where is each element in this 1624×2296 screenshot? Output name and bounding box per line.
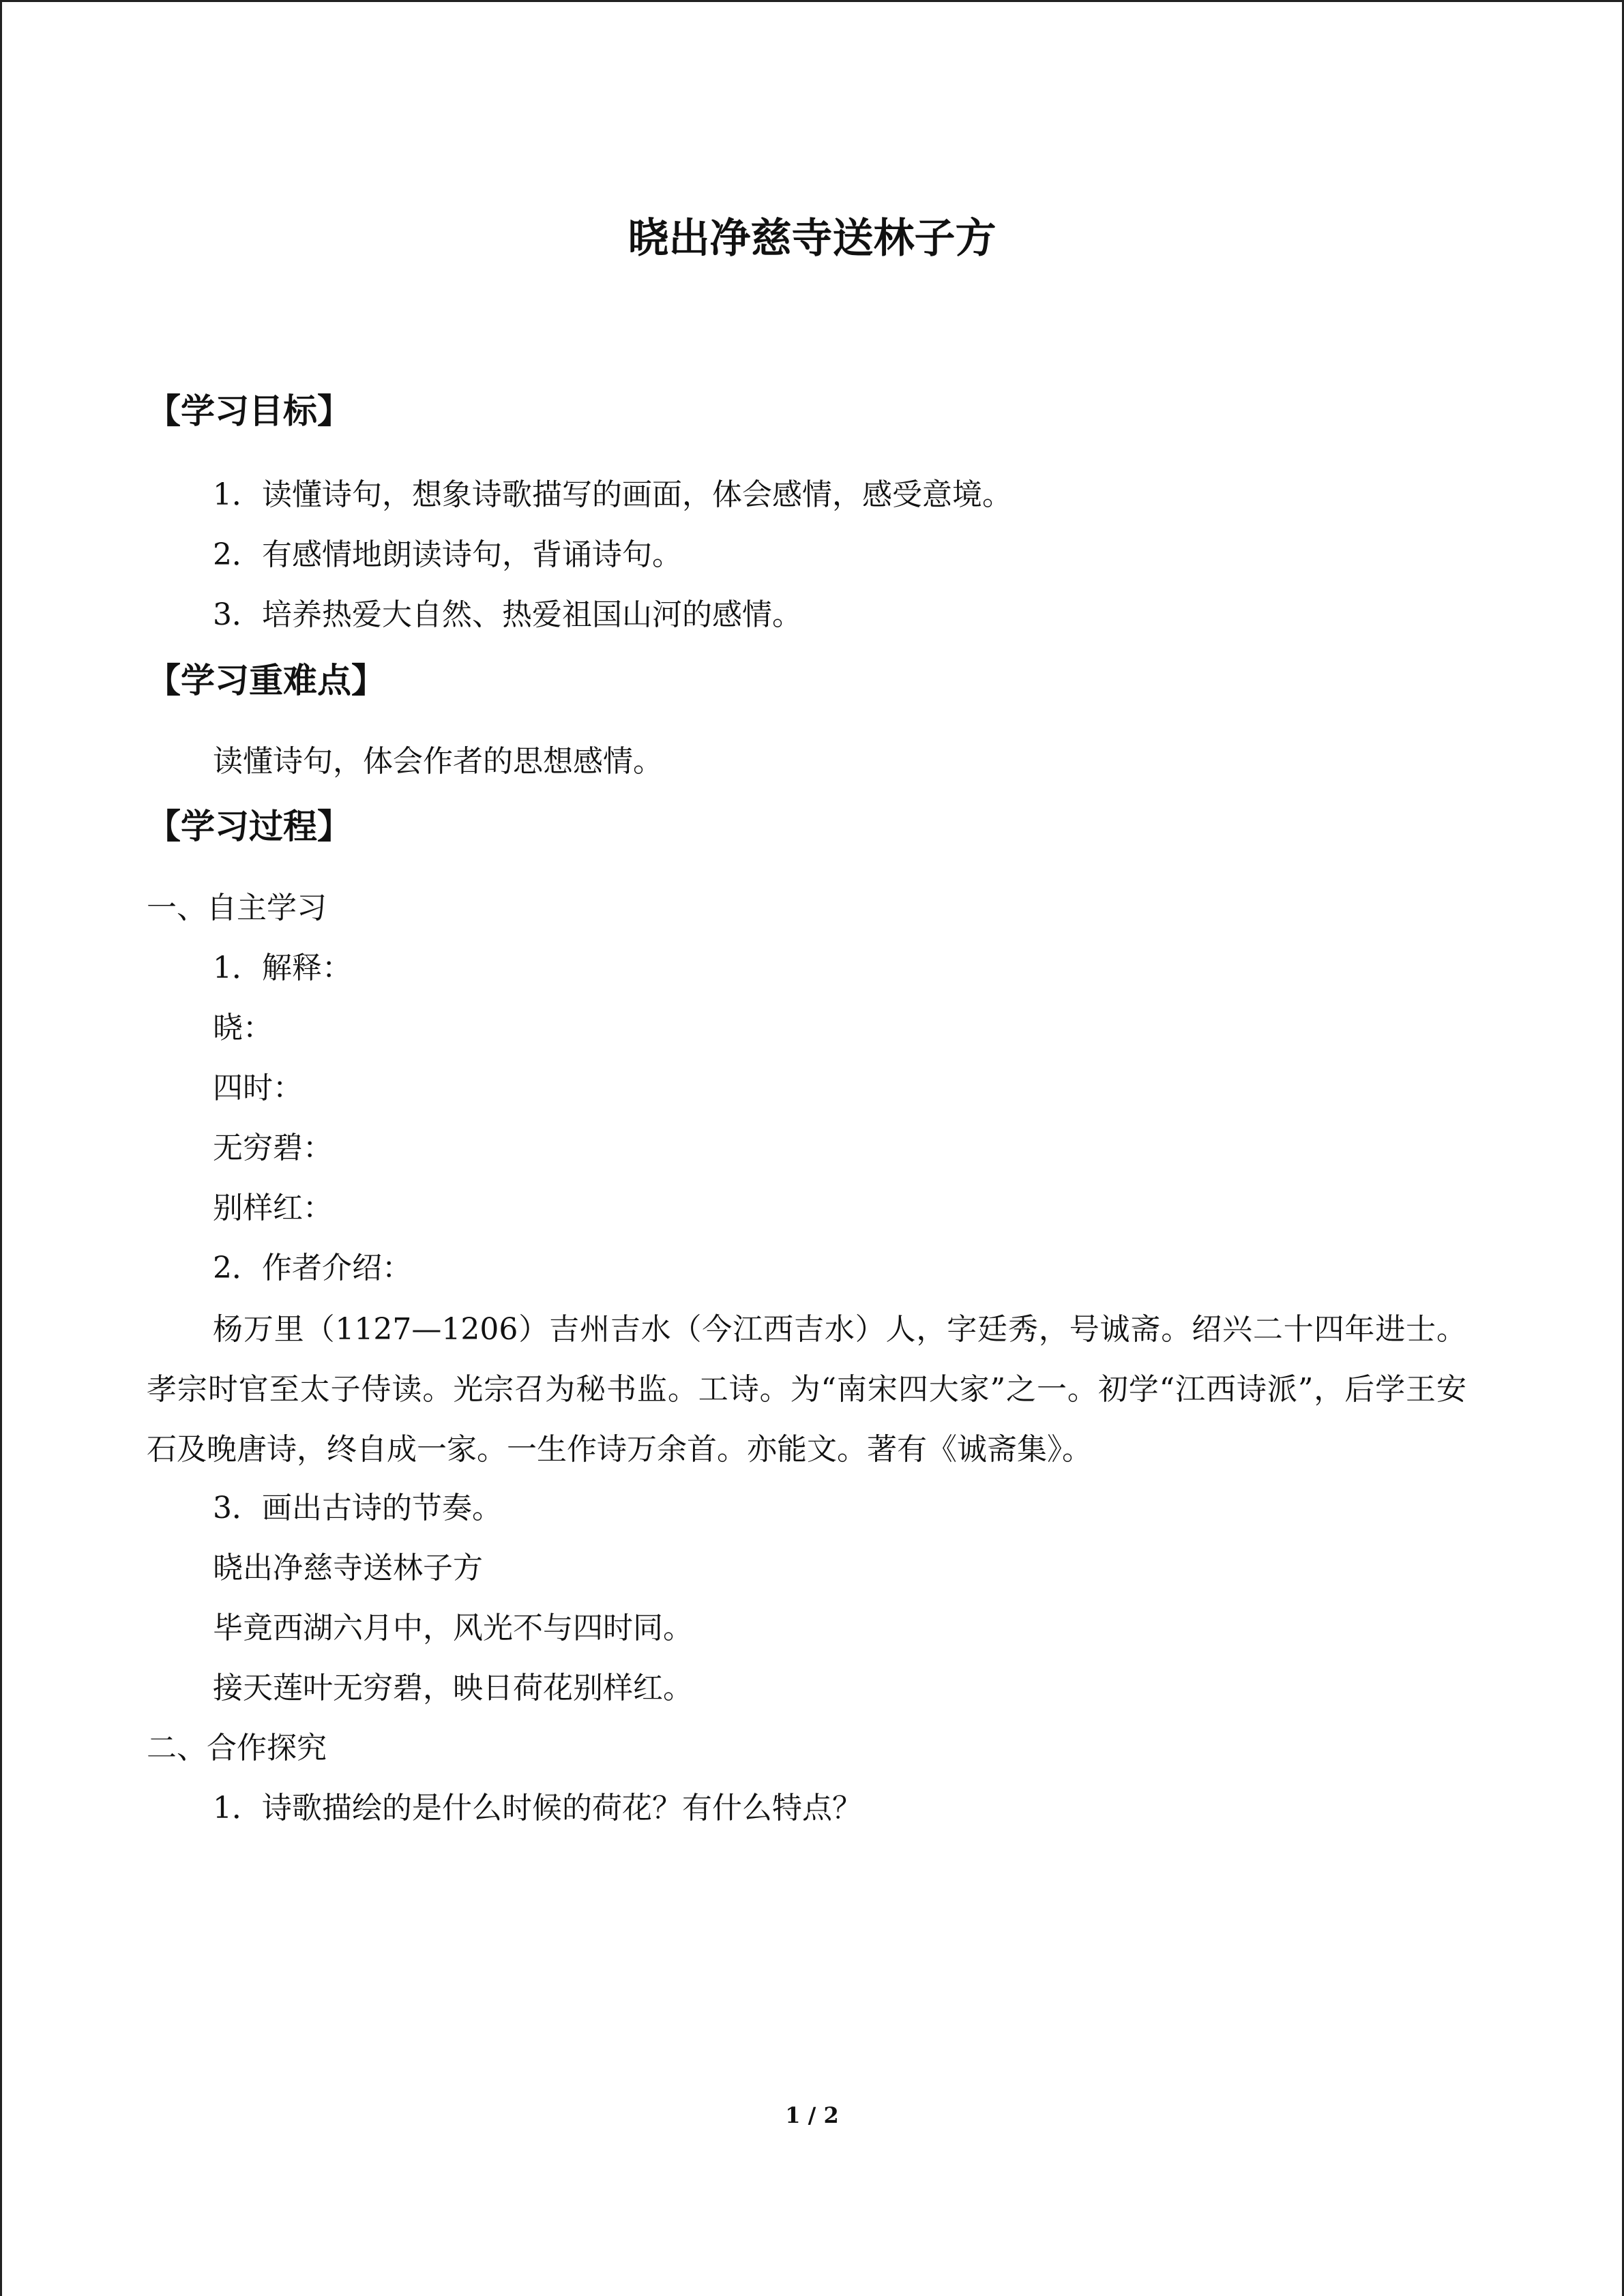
goal-item-3: 3．培养热爱大自然、热爱祖国山河的感情。 bbox=[213, 597, 802, 632]
author-label: 2．作者介绍： bbox=[213, 1251, 412, 1285]
difficulty-text: 读懂诗句，体会作者的思想感情。 bbox=[213, 744, 663, 779]
goal-item-1: 1．读懂诗句，想象诗歌描写的画面，体会感情，感受意境。 bbox=[213, 477, 1012, 512]
page-number: 1 / 2 bbox=[785, 2102, 839, 2128]
part1-title: 一、自主学习 bbox=[147, 891, 327, 925]
part2-title: 二、合作探究 bbox=[147, 1731, 327, 1765]
term-bieyanghong: 别样红： bbox=[213, 1191, 333, 1225]
poem-line-1: 毕竟西湖六月中，风光不与四时同。 bbox=[213, 1611, 693, 1645]
author-bio: 杨万里（1127—1206）吉州吉水（今江西吉水）人，字廷秀，号诚斋。绍兴二十四年进士。孝宗时官至太子侍读。光宗召为秘书监。工诗。为“南宋四大家”之一。初学“江西诗派”，后学王安石及晚唐诗，终自成一家。一生作诗万余首。亦能文。著有《诚斋集》。 bbox=[147, 1312, 1466, 1467]
explain-label: 1．解释： bbox=[213, 951, 352, 985]
poem-title: 晓出净慈寺送林子方 bbox=[213, 1551, 483, 1585]
term-wuqiongbi: 无穷碧： bbox=[213, 1131, 333, 1165]
section-heading-difficulty: 【学习重难点】 bbox=[147, 661, 385, 700]
section-heading-process: 【学习过程】 bbox=[147, 807, 351, 846]
rhythm-label: 3．画出古诗的节奏。 bbox=[213, 1491, 502, 1525]
question-1: 1．诗歌描绘的是什么时候的荷花？有什么特点？ bbox=[213, 1791, 862, 1825]
section-heading-goals: 【学习目标】 bbox=[147, 391, 351, 431]
document-title: 晓出净慈寺送林子方 bbox=[628, 215, 996, 263]
poem-line-2: 接天莲叶无穷碧，映日荷花别样红。 bbox=[213, 1671, 693, 1705]
term-sishi: 四时： bbox=[213, 1071, 303, 1105]
goal-item-2: 2．有感情地朗读诗句，背诵诗句。 bbox=[213, 537, 682, 572]
term-xiao: 晓： bbox=[213, 1011, 273, 1045]
